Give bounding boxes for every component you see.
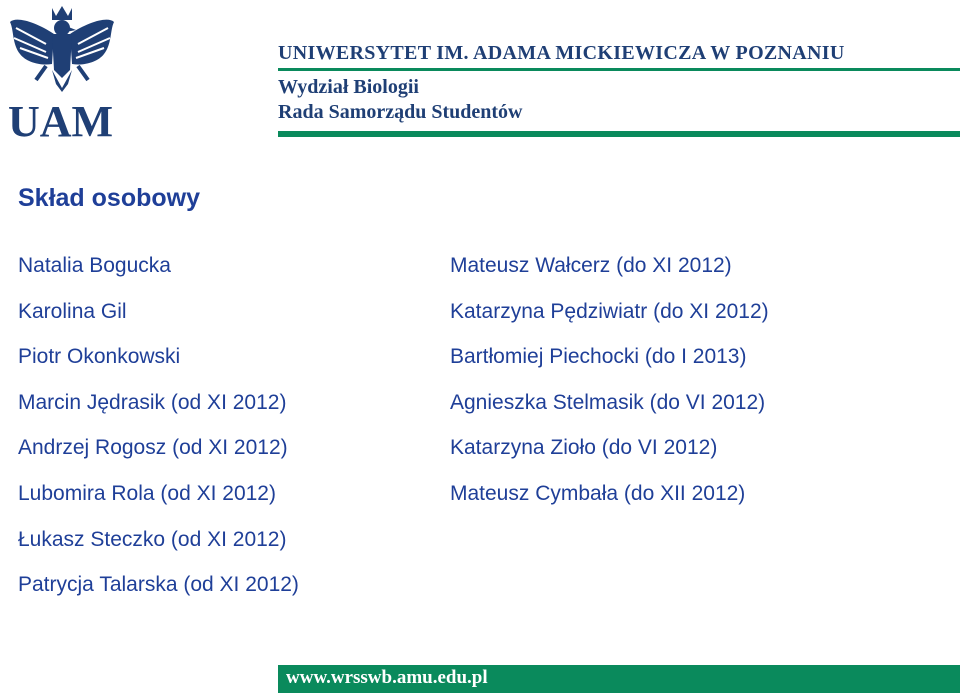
section-title: Skład osobowy xyxy=(18,184,200,212)
member-item: Karolina Gil xyxy=(18,299,127,323)
faculty-name: Wydział Biologii xyxy=(278,76,419,98)
member-item: Katarzyna Zioło (do VI 2012) xyxy=(450,436,718,460)
member-item: Mateusz Wałcerz (do XI 2012) xyxy=(450,254,732,277)
uam-logo xyxy=(6,4,118,140)
member-item: Piotr Okonkowski xyxy=(18,345,181,369)
member-item: Katarzyna Pędziwiatr (do XI 2012) xyxy=(450,299,769,323)
members-list-right xyxy=(450,252,769,526)
header-bottom-rule xyxy=(278,131,960,137)
header-divider xyxy=(278,68,960,71)
member-item: Mateusz Cymbała (do XII 2012) xyxy=(450,481,746,505)
member-item: Łukasz Steczko (od XI 2012) xyxy=(18,527,287,551)
members-list-left xyxy=(18,252,299,617)
university-name: UNIWERSYTET IM. ADAMA MICKIEWICZA W POZNANIU xyxy=(278,42,845,64)
footer-url-link[interactable]: www.wrsswb.amu.edu.pl xyxy=(286,667,488,688)
member-item: Bartłomiej Piechocki (do I 2013) xyxy=(450,345,747,369)
member-item: Agnieszka Stelmasik (do VI 2012) xyxy=(450,390,766,414)
eagle-emblem-icon xyxy=(6,4,118,140)
member-item: Natalia Bogucka xyxy=(18,254,171,277)
member-item: Andrzej Rogosz (od XI 2012) xyxy=(18,436,288,460)
member-item: Marcin Jędrasik (od XI 2012) xyxy=(18,390,287,414)
footer-bar xyxy=(278,665,960,693)
logo-text: UAM xyxy=(8,97,114,140)
council-name: Rada Samorządu Studentów xyxy=(278,101,523,123)
member-item: Patrycja Talarska (od XI 2012) xyxy=(18,573,299,597)
member-item: Lubomira Rola (od XI 2012) xyxy=(18,481,276,505)
